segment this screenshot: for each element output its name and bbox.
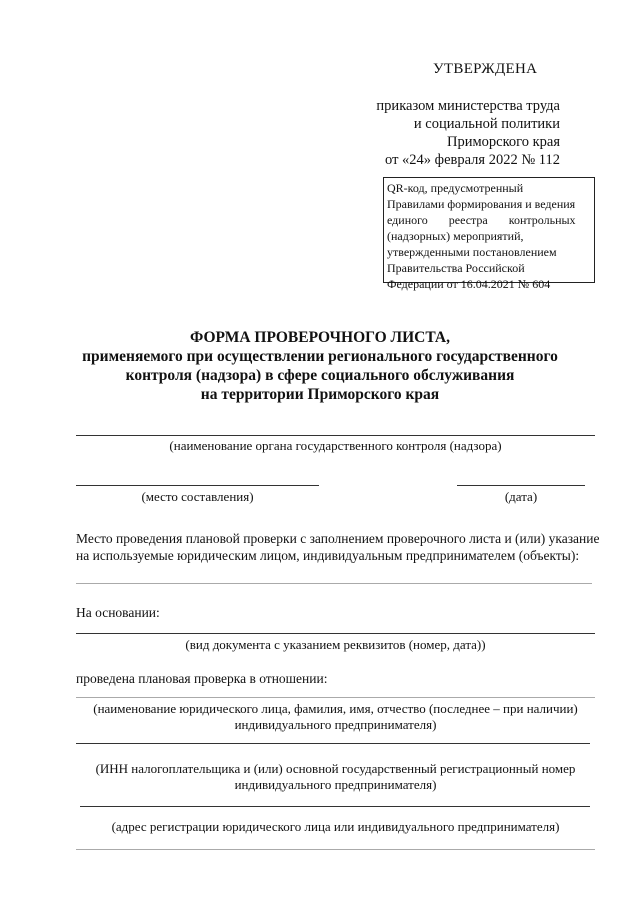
basis-field-line[interactable]	[76, 633, 595, 634]
authority-field-line[interactable]	[76, 435, 595, 436]
entity-field-line[interactable]	[76, 697, 595, 698]
inspection-place-field-line[interactable]	[76, 583, 592, 584]
title-line: применяемого при осуществлении регионального государственного	[82, 348, 558, 365]
order-line: приказом министерства труда	[376, 98, 560, 114]
place-caption: (место составления)	[141, 489, 254, 504]
qr-note-line: Правилами формирования и ведения	[387, 197, 576, 211]
address-caption: (адрес регистрации юридического лица или индивидуального предпринимателя)	[111, 819, 560, 834]
date-field-line[interactable]	[457, 485, 585, 486]
approval-heading: УТВЕРЖДЕНА	[433, 61, 538, 77]
order-line: и социальной политики	[413, 116, 560, 132]
basis-label: На основании:	[76, 605, 160, 620]
order-line: от «24» февраля 2022 № 112	[385, 152, 560, 168]
inn-caption: (ИНН налогоплательщика и (или) основной государственный регистрационный номер	[95, 761, 576, 776]
place-field-line[interactable]	[76, 485, 319, 486]
entity-caption: индивидуального предпринимателя)	[234, 717, 437, 732]
conducted-label: проведена плановая проверка в отношении:	[76, 671, 328, 686]
title-line: контроля (надзора) в сфере социального обслуживания	[125, 367, 515, 384]
qr-note-line: Федерации от 16.04.2021 № 604	[387, 277, 551, 291]
form-title	[60, 328, 580, 404]
title-line: ФОРМА ПРОВЕРОЧНОГО ЛИСТА,	[190, 329, 450, 346]
entity-caption: (наименование юридического лица, фамилия, имя, отчество (последнее – при наличии)	[93, 701, 578, 716]
qr-note-line: Правительства Российской	[387, 261, 525, 275]
approval-order	[360, 97, 560, 169]
title-line: на территории Приморского края	[200, 386, 440, 403]
inspection-place-text: Место проведения плановой проверки с заполнением проверочного листа и (или) указание	[76, 531, 600, 546]
address-field-line[interactable]	[80, 806, 590, 807]
address-bottom-line[interactable]	[76, 849, 595, 850]
qr-note-line: QR-код, предусмотренный	[387, 181, 524, 195]
qr-note-line: утвержденными постановлением	[387, 245, 557, 259]
qr-note-line: (надзорных) мероприятий,	[387, 229, 524, 243]
order-line: Приморского края	[446, 134, 560, 150]
inn-caption: индивидуального предпринимателя)	[234, 777, 437, 792]
inspection-place-text: на используемые юридическим лицом, индивидуальным предпринимателем (объекты):	[76, 548, 580, 563]
basis-caption: (вид документа с указанием реквизитов (номер, дата))	[185, 637, 486, 652]
date-caption: (дата)	[504, 489, 538, 504]
qr-code-note-box	[383, 177, 595, 291]
qr-note-line: единого реестра контрольных	[387, 213, 576, 227]
authority-caption: (наименование органа государственного контроля (надзора)	[169, 438, 502, 453]
inn-field-line[interactable]	[76, 743, 590, 744]
